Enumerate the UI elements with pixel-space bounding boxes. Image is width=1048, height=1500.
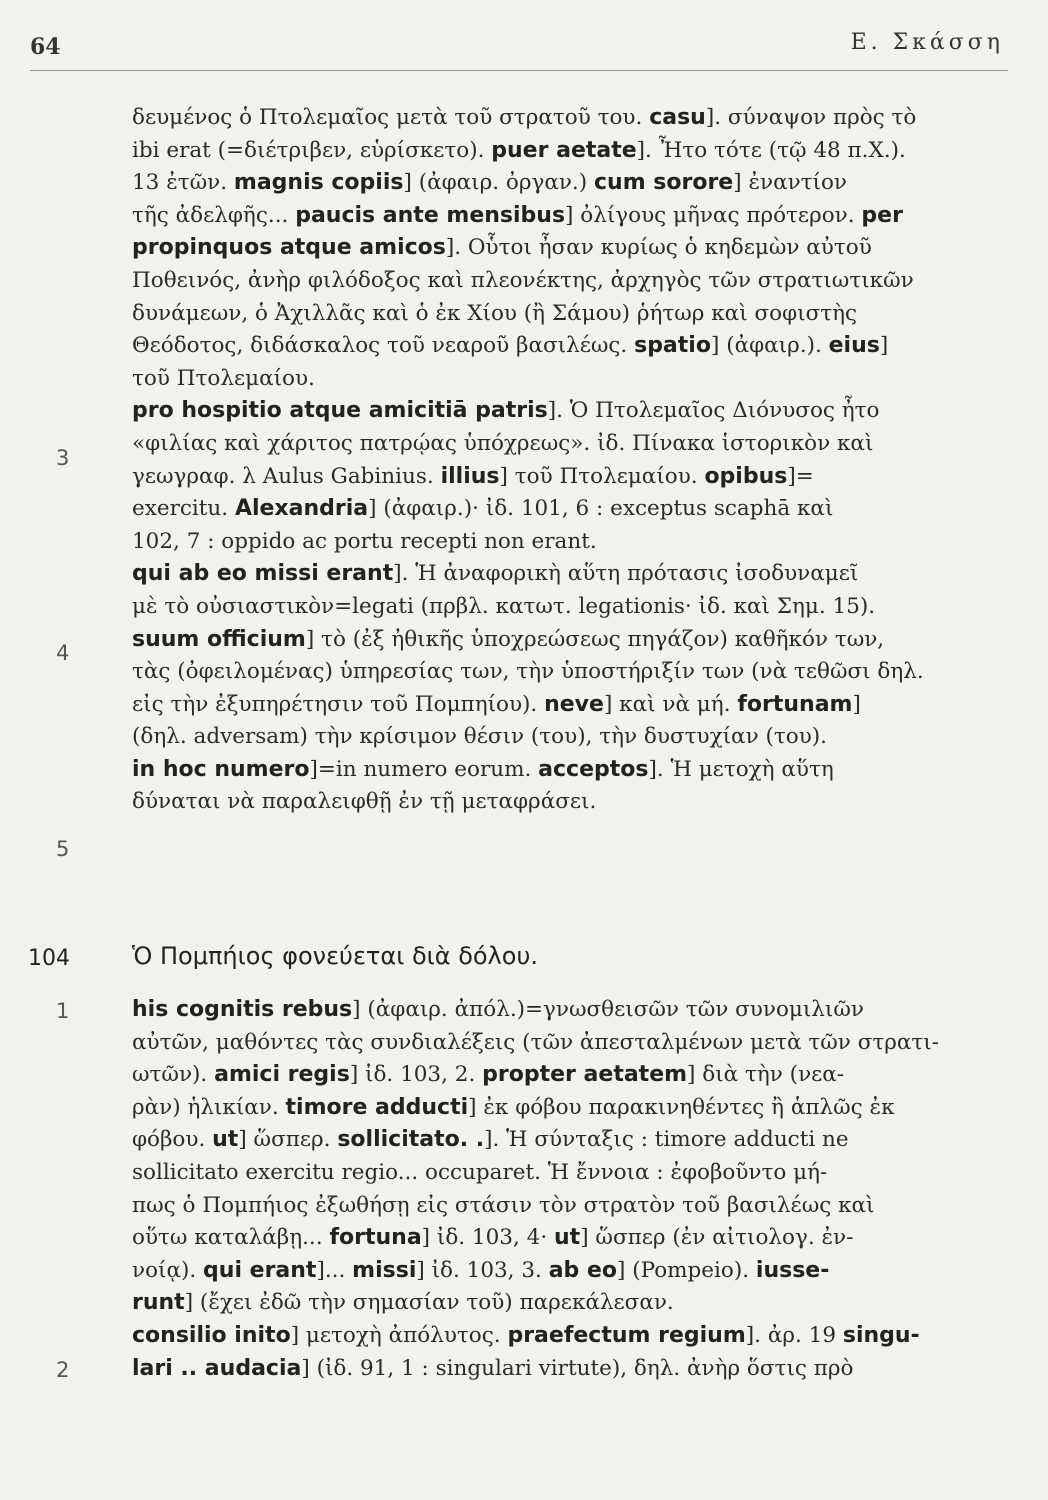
lemma: praefectum regium [507, 1322, 746, 1348]
gloss-text: ρὰν) ἡλικίαν. [132, 1094, 286, 1120]
lemma: ut [212, 1127, 239, 1153]
lemma: consilio inito [132, 1322, 291, 1348]
text-line [132, 1124, 1014, 1157]
gloss-text: ]. σύναψον πρὸς τὸ [705, 105, 917, 130]
lemma: lari .. audacia [132, 1355, 302, 1381]
text-line [132, 493, 1014, 526]
gloss-text: ]=in numero eorum. [309, 756, 539, 782]
gloss-text: ] (Pompeio). [617, 1257, 756, 1283]
text-line [132, 721, 1014, 754]
section-number: 104 [28, 946, 70, 971]
text-line [132, 526, 1014, 559]
text-line [132, 689, 1014, 722]
gloss-text: ] (ἀφαιρ.)· ἰδ. 101, 6 : exceptus scaphā καὶ [368, 496, 834, 522]
gloss-text: φόβου. [132, 1127, 213, 1153]
gloss-text: (δηλ. adversam) τὴν κρίσιμον θέσιν (του), τὴν δυστυχίαν (του). [132, 724, 827, 750]
lemma: pro hospitio atque amicitiā patris [132, 398, 548, 424]
gloss-text: ] (ἰδ. 91, 1 : singulari virtute), δηλ. ἀνὴρ ὅστις πρὸ [301, 1355, 854, 1381]
gloss-text: ] (ἀφαιρ. ἀπόλ.)=γνωσθεισῶν τῶν συνομιλιῶν [352, 997, 864, 1022]
lemma: eius [828, 333, 880, 359]
gloss-text: ibi erat (=διέτριβεν, εὑρίσκετο). [132, 137, 492, 163]
lemma: neve [544, 691, 604, 717]
text-line [132, 591, 1014, 624]
commentary-block-2 [132, 994, 1014, 1385]
lemma: suum officium [132, 626, 306, 652]
gloss-text: ]. Ὁ Πτολεμαῖος Διόνυσος ἦτο [547, 398, 880, 424]
gloss-text: ] καὶ νὰ μή. [603, 691, 738, 717]
gloss-text: ] διὰ τὴν (νεα- [687, 1062, 845, 1088]
lemma: acceptos [538, 756, 649, 782]
lemma: spatio [634, 333, 711, 359]
text-line [132, 1092, 1014, 1125]
text-line [132, 1222, 1014, 1255]
gloss-text: ] [879, 333, 889, 359]
text-line [132, 1027, 1014, 1060]
gloss-text: γεωγραφ. λ Aulus Gabinius. [132, 463, 441, 489]
lemma: cum sorore [594, 170, 734, 196]
lemma: illius [440, 463, 500, 489]
lemma: timore adducti [285, 1094, 469, 1120]
lemma: amici regis [214, 1062, 350, 1088]
gloss-text: τῆς ἀδελφῆς... [132, 202, 296, 228]
gloss-text: εἰς τὴν ἐξυπηρέτησιν τοῦ Πομπηίου). [132, 691, 545, 717]
gloss-text: δευμένος ὁ Πτολεμαῖος μετὰ τοῦ στρατοῦ του. [132, 105, 650, 130]
header-rule [30, 70, 1008, 71]
lemma: qui erant [203, 1257, 317, 1283]
gloss-text: τοῦ Πτολεμαίου. [132, 365, 315, 391]
lemma: paucis ante mensibus [295, 202, 566, 228]
gloss-text: ] τὸ (ἐξ ἠθικῆς ὑποχρεώσεως πηγάζον) καθῆκόν των, [305, 626, 885, 652]
text-line [132, 428, 1014, 461]
gloss-text: ]. Ἦτο τότε (τῷ 48 π.Χ.). [636, 137, 906, 163]
gloss-text: τὰς (ὀφειλομένας) ὑπηρεσίας των, τὴν ὑποστήριξίν των (νὰ τεθῶσι δηλ. [132, 659, 924, 685]
gloss-text: δυνάμεων, ὁ Ἀχιλλᾶς καὶ ὁ ἐκ Χίου (ἢ Σάμου) ῥήτωρ καὶ σοφιστὴς [132, 300, 858, 326]
lemma: fortunam [737, 691, 853, 717]
gloss-text: ] (ἀφαιρ.). [710, 333, 829, 359]
lemma: ut [554, 1225, 581, 1251]
margin-number: 2 [56, 1358, 70, 1382]
gloss-text: ]= [787, 463, 814, 489]
gloss-text: ]. Οὗτοι ἦσαν κυρίως ὁ κηδεμὼν αὐτοῦ [445, 235, 872, 261]
lemma: casu [649, 105, 706, 130]
lemma: propter aetatem [482, 1062, 688, 1088]
gloss-text: ] ἰδ. 103, 4· [421, 1225, 554, 1251]
lemma: magnis copiis [233, 170, 404, 196]
gloss-text: ] μετοχὴ ἀπόλυτος. [290, 1322, 508, 1348]
lemma: per [861, 202, 903, 228]
gloss-text: πως ὁ Πομπήιος ἐξωθήσῃ εἰς στάσιν τὸν στρατὸν τοῦ βασιλέως καὶ [132, 1192, 875, 1218]
section-title: Ὁ Πομπήιος φονεύεται διὰ δόλου. [132, 942, 538, 970]
gloss-text: νοίᾳ). [132, 1257, 204, 1283]
lemma: fortuna [329, 1225, 422, 1251]
gloss-text: exercitu. [132, 496, 235, 522]
lemma: Alexandria [234, 496, 369, 522]
text-line [132, 102, 1014, 135]
gloss-text: αὐτῶν, μαθόντες τὰς συνδιαλέξεις (τῶν ἀπεσταλμένων μετὰ τῶν στρατι- [132, 1029, 940, 1055]
lemma: missi [352, 1257, 417, 1283]
gloss-text: ] ἰδ. 103, 2. [349, 1062, 483, 1088]
text-line [132, 461, 1014, 494]
gloss-text: ]. Ἡ ἀναφορικὴ αὕτη πρότασις ἰσοδυναμεῖ [393, 561, 859, 587]
gloss-text: ] (ἀφαιρ. ὀργαν.) [403, 170, 594, 196]
lemma: opibus [704, 463, 788, 489]
gloss-text: οὕτω καταλάβῃ... [132, 1225, 330, 1251]
gloss-text: ]. ἀρ. 19 [745, 1322, 843, 1348]
text-line [132, 1353, 1014, 1386]
gloss-text: 102, 7 : oppido ac portu recepti non erant. [132, 528, 597, 554]
text-line [132, 265, 1014, 298]
lemma: propinquos atque amicos [132, 235, 446, 261]
text-line [132, 1059, 1014, 1092]
text-line [132, 232, 1014, 265]
text-line [132, 363, 1014, 396]
gloss-text: Ποθεινός, ἀνὴρ φιλόδοξος καὶ πλεονέκτης, ἀρχηγὸς τῶν στρατιωτικῶν [132, 267, 914, 293]
gloss-text: ]. Ἡ σύνταξις : timore adducti ne [484, 1127, 849, 1153]
lemma: runt [132, 1290, 185, 1316]
gloss-text: ] [852, 691, 861, 717]
gloss-text: ωτῶν). [132, 1062, 215, 1088]
text-line [132, 395, 1014, 428]
gloss-text: ] (ἔχει ἐδῶ τὴν σημασίαν τοῦ) παρεκάλεσαν. [184, 1290, 674, 1316]
margin-number: 4 [56, 641, 70, 665]
text-line [132, 656, 1014, 689]
lemma: in hoc numero [132, 756, 310, 782]
running-head: Ε. Σκάσση [850, 30, 1004, 55]
text-line [132, 1287, 1014, 1320]
text-line [132, 135, 1014, 168]
gloss-text: ] τοῦ Πτολεμαίου. [499, 463, 705, 489]
text-line [132, 1157, 1014, 1190]
gloss-text: ]. Ἡ μετοχὴ αὕτη [648, 756, 834, 782]
gloss-text: ] ὥσπερ. [238, 1127, 338, 1153]
text-line [132, 200, 1014, 233]
gloss-text: Θεόδοτος, διδάσκαλος τοῦ νεαροῦ βασιλέως. [132, 333, 635, 359]
text-line [132, 330, 1014, 363]
gloss-text: 13 ἐτῶν. [132, 170, 234, 196]
text-line [132, 786, 1014, 819]
text-line [132, 167, 1014, 200]
lemma: sollicitato. . [337, 1127, 485, 1153]
gloss-text: «φιλίας καὶ χάριτος πατρῴας ὑπόχρεως». ἰδ. Πίνακα ἱστορικὸν καὶ [132, 430, 874, 456]
lemma: ab eo [548, 1257, 617, 1283]
page-number: 64 [30, 34, 61, 60]
text-line [132, 558, 1014, 591]
text-line [132, 298, 1014, 331]
gloss-text: μὲ τὸ οὐσιαστικὸν=legati (πρβλ. κατωτ. legationis· ἰδ. καὶ Σημ. 15). [132, 593, 876, 619]
margin-number: 3 [56, 446, 70, 470]
gloss-text: ] ὀλίγους μῆνας πρότερον. [565, 202, 862, 228]
lemma: singu- [842, 1322, 920, 1348]
gloss-text: δύναται νὰ παραλειφθῇ ἐν τῇ μεταφράσει. [132, 789, 597, 815]
text-line [132, 1255, 1014, 1288]
text-line [132, 994, 1014, 1027]
margin-number: 1 [56, 999, 70, 1023]
lemma: puer aetate [491, 137, 637, 163]
margin-number: 5 [56, 837, 70, 861]
gloss-text: ] ἰδ. 103, 3. [416, 1257, 549, 1283]
lemma: iusse- [755, 1257, 830, 1283]
gloss-text: ]... [316, 1257, 353, 1283]
gloss-text: sollicitato exercitu regio... occuparet. Ἡ ἔννοια : ἐφοβοῦντο μή- [132, 1159, 828, 1185]
gloss-text: ] ἐναντίον [733, 170, 847, 196]
text-line [132, 1190, 1014, 1223]
gloss-text: ] ἐκ φόβου παρακινηθέντες ἢ ἁπλῶς ἐκ [468, 1094, 895, 1120]
lemma: his cognitis rebus [132, 997, 353, 1022]
text-line [132, 624, 1014, 657]
text-line [132, 1320, 1014, 1353]
lemma: qui ab eo missi erant [132, 561, 394, 587]
commentary-block-1 [132, 102, 1014, 819]
text-line [132, 754, 1014, 787]
gloss-text: ] ὥσπερ (ἐν αἰτιολογ. ἐν- [580, 1225, 854, 1251]
